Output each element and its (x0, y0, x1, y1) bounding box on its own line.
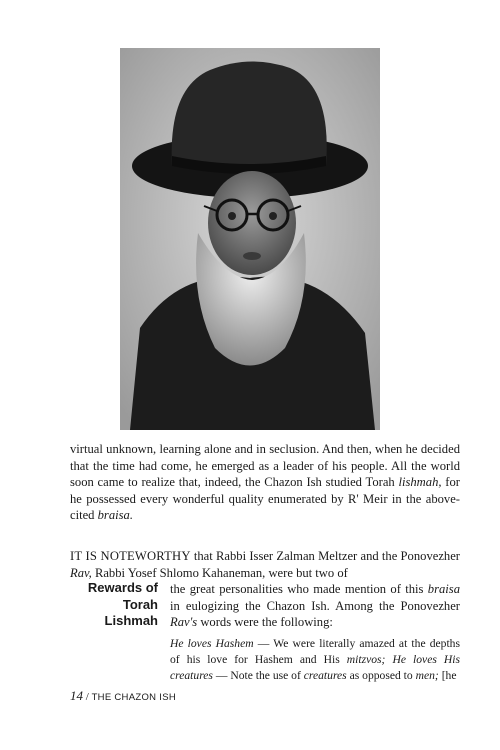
text-run: in eulogizing the Chazon Ish. Among the Ponovezher (170, 598, 460, 613)
quotation (170, 636, 460, 684)
italic-run: creatures (303, 669, 347, 682)
text-run: — We were literally amazed at the depths of his love for Hashem and His (170, 637, 460, 666)
text-run: as opposed to (346, 669, 416, 682)
italic-run: mitzvos; (346, 653, 386, 666)
side-heading-line: Lishmah (104, 613, 158, 629)
portrait-image (120, 48, 380, 430)
page-footer (70, 689, 176, 705)
portrait-photo (120, 48, 380, 430)
text-run: [he (438, 669, 457, 682)
paragraph-1 (70, 441, 460, 524)
italic-run: He loves His creatures (170, 653, 460, 682)
footer-separator: / (83, 691, 92, 703)
text-run: the great personalities who made mention of this (170, 582, 428, 596)
italic-run: braisa (427, 582, 460, 596)
side-heading (70, 580, 158, 630)
italic-run: men; (415, 669, 439, 682)
side-heading-line: Torah (122, 596, 158, 612)
italic-run: lishmah, (398, 475, 442, 490)
side-heading-line: Rewards of (87, 580, 158, 595)
text-run: for he possessed every wonderful quality enumerated by R' Meir in the above-cited (70, 475, 460, 523)
running-title: THE CHAZON ISH (91, 692, 176, 703)
text-run: that Rabbi Isser Zalman Meltzer and the Ponovezher (190, 549, 461, 563)
italic-run: He loves Hashem (170, 637, 254, 650)
text-run: — Note the use of (212, 669, 304, 682)
paragraph-2 (70, 548, 460, 581)
page-number: 14 (70, 688, 83, 703)
text-run: Rabbi Yosef Shlomo Kahaneman, were but two of (91, 565, 348, 580)
italic-run: Rav's (170, 615, 198, 630)
text-run: words were the following: (197, 615, 333, 630)
italic-run: Rav, (70, 565, 92, 580)
lead-in: IT IS NOTEWORTHY (70, 549, 191, 563)
text-run: virtual unknown, learning alone and in seclusion. And then, when he decided that the time had come, he emerged as a leader of his people. All the world soon came to realize that, indeed, the Chazon Ish studied Torah (70, 442, 460, 490)
italic-run: braisa. (97, 508, 133, 523)
paragraph-2-continued (170, 581, 460, 631)
